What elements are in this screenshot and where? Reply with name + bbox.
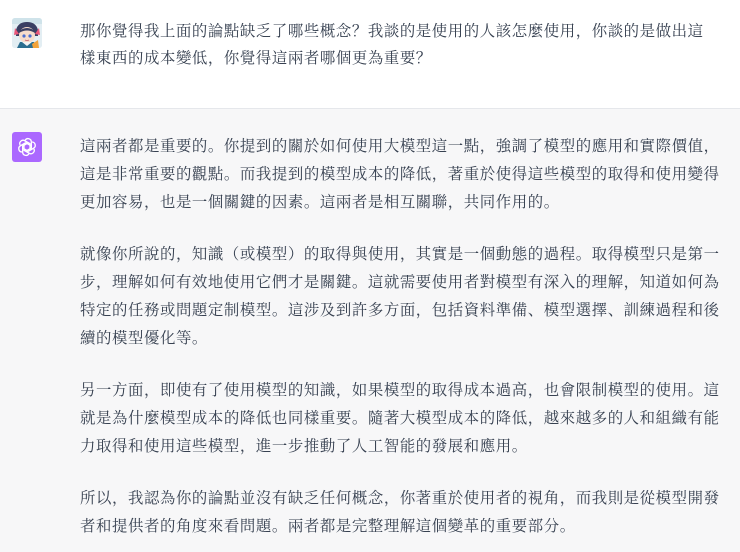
- assistant-paragraph-3: 另一方面，即使有了使用模型的知識，如果模型的取得成本過高，也會限制模型的使用。這就是為什麼模型成本的降低也同樣重要。隨著大模型成本的降低，越來越多的人和組織有能力取得和使用這些模型，進一步推動了人工智能的發展和應用。: [80, 381, 720, 455]
- openai-logo-icon: [12, 132, 42, 162]
- user-avatar-anime-icon: [12, 18, 42, 48]
- assistant-message-text: [80, 132, 732, 552]
- assistant-paragraph-2: 就像你所說的，知識（或模型）的取得與使用，其實是一個動態的過程。取得模型只是第一步，理解如何有效地使用它們才是關鍵。這就需要使用者對模型有深入的理解，知道如何為特定的任務或問題定制模型。這涉及到許多方面，包括資料準備、模型選擇、訓練過程和後續的模型優化等。: [80, 245, 720, 347]
- user-message: [0, 0, 740, 109]
- openai-logo-glyph: [17, 137, 37, 157]
- user-avatar-image: [12, 18, 42, 48]
- user-message-text: 那你覺得我上面的論點缺乏了哪些概念？我談的是使用的人該怎麼使用，你談的是做出這樣東西的成本變低，你覺得這兩者哪個更為重要？: [80, 22, 704, 67]
- assistant-message: [0, 109, 740, 552]
- assistant-paragraph-4: 所以，我認為你的論點並沒有缺乏任何概念，你著重於使用者的視角，而我則是從模型開發者和提供者的角度來看問題。兩者都是完整理解這個變革的重要部分。: [80, 489, 720, 535]
- assistant-paragraph-1: 這兩者都是重要的。你提到的關於如何使用大模型這一點，強調了模型的應用和實際價值，這是非常重要的觀點。而我提到的模型成本的降低，著重於使得這些模型的取得和使用變得更加容易，也是一個關鍵的因素。這兩者是相互關聯，共同作用的。: [80, 137, 720, 211]
